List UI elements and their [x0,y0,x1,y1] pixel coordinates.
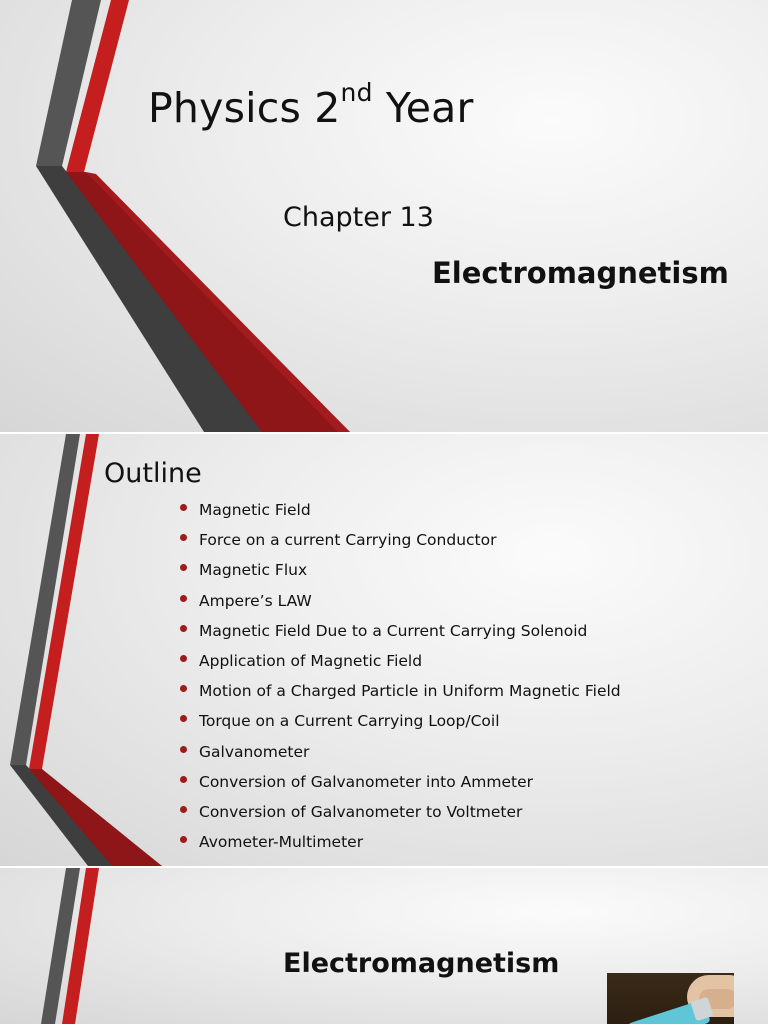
title-slide [0,0,768,432]
bullet-icon [180,836,187,843]
list-item-text: Application of Magnetic Field [199,651,423,670]
slide-title: Electromagnetism [283,948,560,979]
list-item-text: Conversion of Galvanometer into Ammeter [199,772,533,791]
list-item-text: Conversion of Galvanometer to Voltmeter [199,802,523,821]
list-item-text: Magnetic Flux [199,561,308,580]
title-superscript: nd [340,78,373,107]
bullet-icon [180,776,187,783]
bullet-icon [180,504,187,511]
presentation-title [148,78,474,132]
electromagnetism-slide [0,868,768,1024]
chapter-subtitle: Electromagnetism [432,256,729,290]
chapter-label: Chapter 13 [283,202,434,233]
hand-holding-magnet-photo [607,973,734,1024]
list-item-text: Avometer-Multimeter [199,833,364,852]
bullet-icon [180,746,187,753]
list-item-text: Magnetic Field [199,501,311,519]
bullet-icon [180,625,187,632]
list-item-text: Torque on a Current Carrying Loop/Coil [199,712,500,731]
list-item-text: Ampere’s LAW [199,591,312,610]
bullet-icon [180,595,187,602]
list-item-text: Magnetic Field Due to a Current Carrying Solenoid [199,621,588,640]
list-item-text: Force on a current Carrying Conductor [199,531,497,550]
list-item-text: Galvanometer [199,742,310,761]
bullet-icon [180,806,187,813]
outline-slide [0,434,768,866]
outline-heading: Outline [104,458,202,489]
list-item-text: Motion of a Charged Particle in Uniform Magnetic Field [199,682,621,701]
title-main-text: Physics 2 [148,84,341,132]
title-rest-text: Year [385,84,474,132]
bullet-icon [180,655,187,662]
